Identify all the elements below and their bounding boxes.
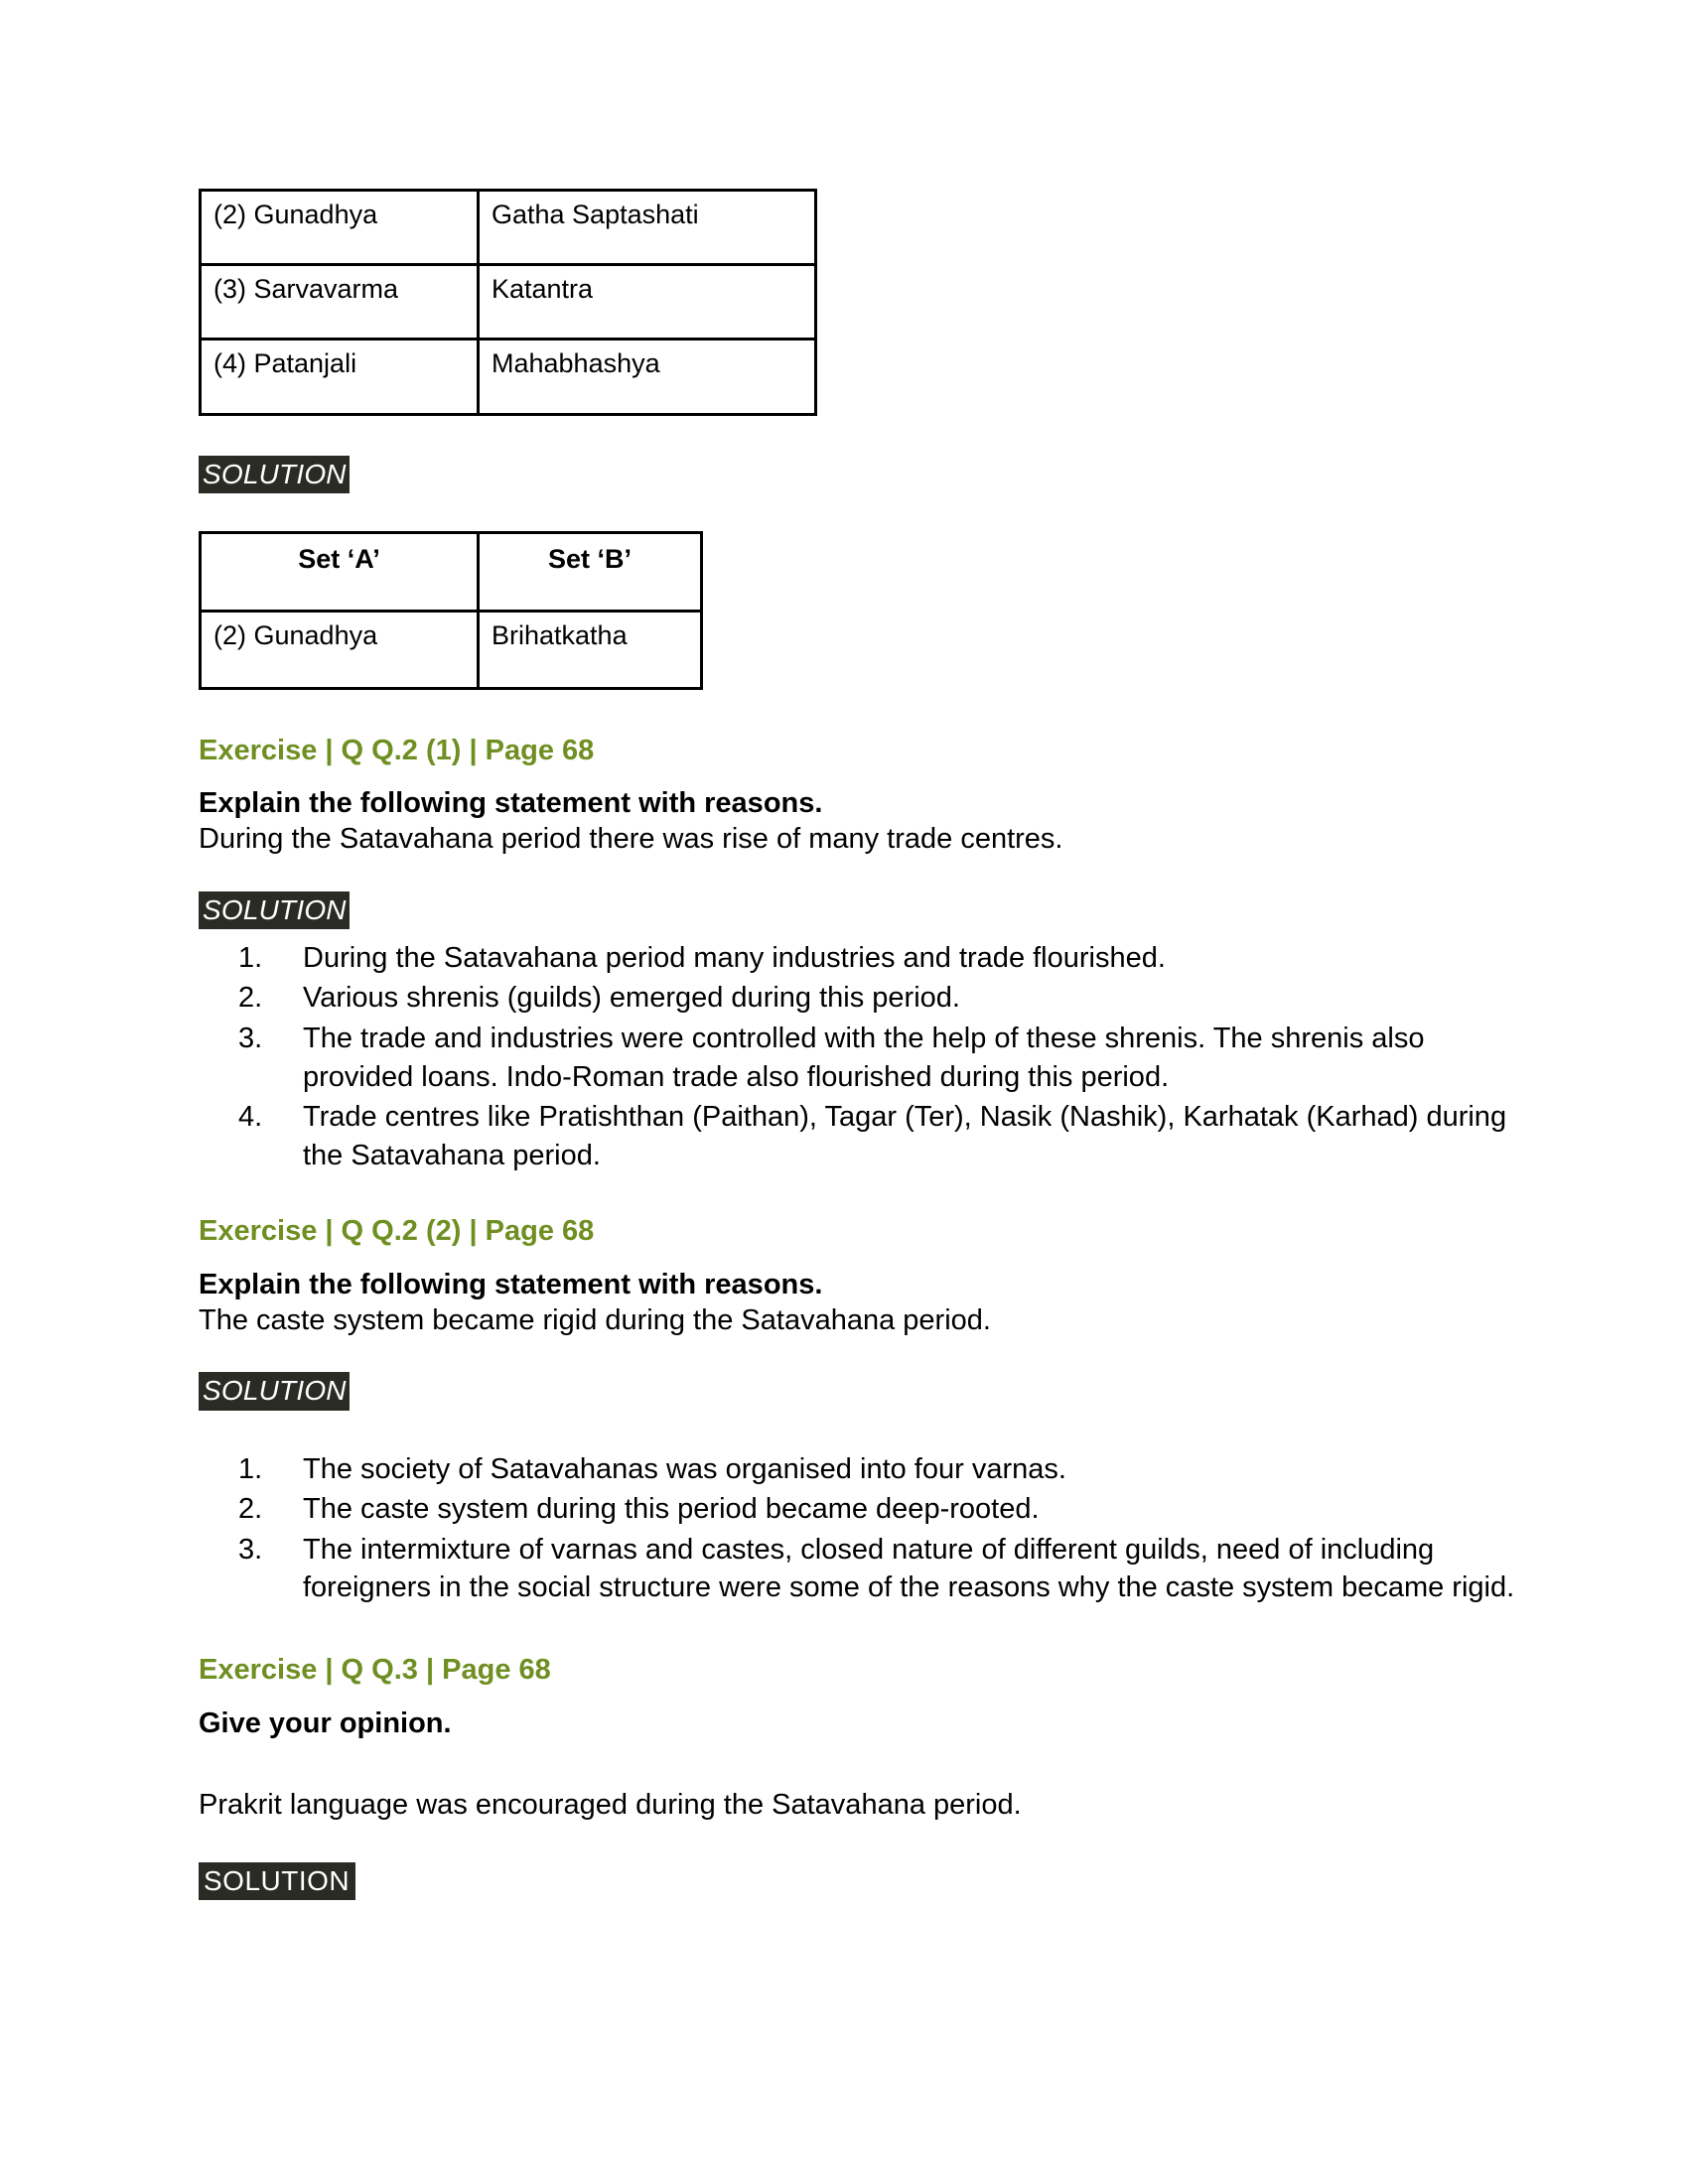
table-cell-set-a: (4) Patanjali <box>201 340 479 414</box>
exercise-section-1 <box>199 736 1519 1175</box>
list-item-text: Trade centres like Pratishthan (Paithan), Tagar (Ter), Nasik (Nashik), Karhatak (Karhad) during the Satavahana period. <box>303 1101 1507 1171</box>
list-item-number: 1. <box>238 1452 263 1485</box>
column-header-set-b: Set ‘B’ <box>479 533 702 612</box>
exercise-heading: Exercise | Q Q.2 (2) | Page 68 <box>199 1215 595 1248</box>
solution-badge: SOLUTION <box>199 1862 355 1900</box>
question-statement: During the Satavahana period there was rise of many trade centres. <box>199 823 1063 856</box>
table-cell-set-a: (3) Sarvavarma <box>201 265 479 340</box>
list-item <box>199 979 1519 1018</box>
table-row <box>201 340 816 414</box>
list-item-text: The society of Satavahanas was organised into four varnas. <box>303 1452 1066 1485</box>
table-row <box>201 612 702 688</box>
list-item-number: 4. <box>238 1101 263 1134</box>
solution-label-block <box>199 1862 1519 1900</box>
table-cell-set-b: Mahabhashya <box>479 340 816 414</box>
column-header-set-a: Set ‘A’ <box>201 533 479 612</box>
list-item-text: Various shrenis (guilds) emerged during this period. <box>303 982 960 1015</box>
solution-label-block <box>199 1372 1519 1410</box>
list-item <box>199 939 1519 978</box>
solution-list <box>199 1450 1519 1607</box>
table-cell-set-a: (2) Gunadhya <box>201 612 479 688</box>
exercise-section-3 <box>199 1655 1519 1900</box>
table-header-row <box>201 533 702 612</box>
solution-label-block <box>199 456 1519 493</box>
list-item <box>199 1098 1519 1174</box>
table-row <box>201 191 816 265</box>
list-item-text: The trade and industries were controlled with the help of these shrenis. The shrenis also provided loans. Indo-Roman trade also flourished during this period. <box>303 1023 1425 1093</box>
table-cell-set-b: Gatha Saptashati <box>479 191 816 265</box>
list-item-number: 1. <box>238 941 263 974</box>
question-prompt: Explain the following statement with reasons. <box>199 1269 823 1301</box>
match-pairs-table <box>199 189 817 416</box>
solution-badge: SOLUTION <box>199 891 350 929</box>
list-item-number: 3. <box>238 1533 263 1566</box>
list-item <box>199 1020 1519 1096</box>
list-item-number: 2. <box>238 982 263 1015</box>
list-item <box>199 1450 1519 1489</box>
exercise-heading: Exercise | Q Q.3 | Page 68 <box>199 1653 551 1686</box>
solution-badge: SOLUTION <box>199 1372 350 1410</box>
list-item <box>199 1490 1519 1529</box>
exercise-section-2 <box>199 1216 1519 1607</box>
answer-table <box>199 531 703 689</box>
table-cell-set-a: (2) Gunadhya <box>201 191 479 265</box>
list-item-number: 3. <box>238 1023 263 1055</box>
exercise-heading: Exercise | Q Q.2 (1) | Page 68 <box>199 734 595 766</box>
solution-badge: SOLUTION <box>199 456 350 493</box>
list-item <box>199 1531 1519 1607</box>
table-cell-set-b: Brihatkatha <box>479 612 702 688</box>
list-item-text: During the Satavahana period many industries and trade flourished. <box>303 941 1166 974</box>
question-statement: The caste system became rigid during the Satavahana period. <box>199 1303 991 1336</box>
document-content <box>199 189 1519 1900</box>
table-cell-set-b: Katantra <box>479 265 816 340</box>
question-statement: Prakrit language was encouraged during the Satavahana period. <box>199 1788 1022 1821</box>
list-item-text: The caste system during this period became deep-rooted. <box>303 1493 1040 1526</box>
list-item-number: 2. <box>238 1493 263 1526</box>
question-prompt: Give your opinion. <box>199 1706 452 1739</box>
table-row <box>201 265 816 340</box>
question-prompt: Explain the following statement with reasons. <box>199 787 823 820</box>
solution-label-block <box>199 891 1519 929</box>
list-item-text: The intermixture of varnas and castes, closed nature of different guilds, need of including foreigners in the social structure were some of the reasons why the caste system became rigid. <box>303 1533 1515 1604</box>
solution-list <box>199 939 1519 1174</box>
